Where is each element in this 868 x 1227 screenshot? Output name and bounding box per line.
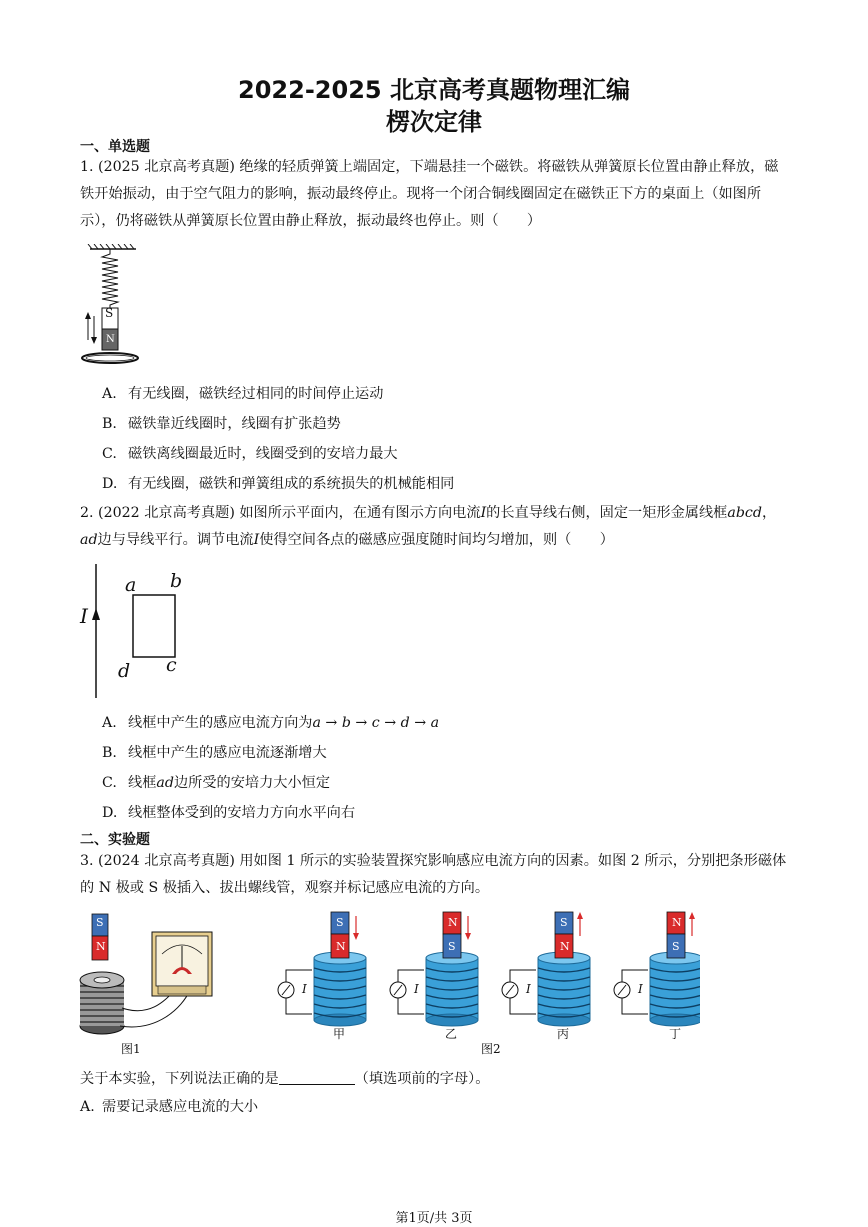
current-label: I: [414, 982, 419, 996]
page-title: 2022-2025 北京高考真题物理汇编: [238, 76, 630, 104]
question-1-text: 1. (2025 北京高考真题) 绝缘的轻质弹簧上端固定，下端悬挂一个磁铁。将磁铁从弹簧原长位置由静止释放，磁铁开始振动，由于空气阻力的影响，振动最终停止。现将一个闭合铜线圈固定在磁铁正下方的桌面上（如图所示），仍将磁铁从弹簧原长位置由静止释放，振动最终也停止。则（ ）: [80, 159, 779, 229]
q1-option-d: D. 有无线圈，磁铁和弹簧组成的系统损失的机械能相同: [102, 476, 455, 492]
wire-loop-figure: [76, 562, 206, 700]
coil-body: [538, 958, 590, 1020]
question-3-prompt: 关于本实验，下列说法正确的是 （填选项前的字母）。: [80, 1071, 490, 1087]
magnet-top-label: N: [672, 916, 682, 929]
spring: [102, 249, 118, 308]
page-subtitle: 楞次定律: [386, 108, 482, 136]
coils-figure: [270, 906, 700, 1038]
coil-caption: 甲: [333, 1027, 346, 1041]
label-a: a: [125, 574, 137, 596]
fig1-magnet-bottom-label: N: [96, 940, 106, 953]
label-c: c: [166, 654, 177, 676]
apparatus-figure: [72, 908, 220, 1040]
current-label: I: [526, 982, 531, 996]
section-single-choice: 一、单选题: [80, 139, 150, 155]
current-arrow-icon: [92, 608, 100, 620]
page-footer: 第1页/共 3页: [395, 1211, 473, 1226]
figure-1-label: 图1: [121, 1042, 141, 1056]
q1-option-b: B. 磁铁靠近线圈时，线圈有扩张趋势: [102, 416, 341, 432]
magnet-s-label: S: [105, 306, 114, 320]
q2-option-d: D. 线框整体受到的安培力方向水平向右: [102, 805, 356, 821]
q2-option-c: C. 线框ad边所受的安培力大小恒定: [102, 775, 331, 791]
label-i: I: [80, 604, 88, 628]
coil-body: [426, 958, 478, 1020]
magnet-top-label: S: [336, 916, 344, 929]
coil-body: [314, 958, 366, 1020]
magnet-bottom-label: S: [448, 940, 456, 953]
magnet-top-label: S: [560, 916, 568, 929]
label-d: d: [118, 660, 131, 682]
q3-option-a: A. 需要记录感应电流的大小: [80, 1099, 259, 1115]
answer-blank[interactable]: [279, 1070, 355, 1085]
current-label: I: [302, 982, 307, 996]
magnet-bottom-label: N: [560, 940, 570, 953]
magnet-bottom-label: N: [336, 940, 346, 953]
coil-caption: 丙: [557, 1027, 570, 1041]
q1-option-a: A. 有无线圈，磁铁经过相同的时间停止运动: [102, 386, 384, 402]
copper-coil: [82, 353, 138, 363]
q1-option-c: C. 磁铁离线圈最近时，线圈受到的安培力最大: [102, 446, 398, 462]
section-experiment: 二、实验题: [80, 832, 150, 848]
magnet-bottom-label: S: [672, 940, 680, 953]
coil-caption: 乙: [445, 1027, 458, 1041]
q2-option-a: A. 线框中产生的感应电流方向为a → b → c → d → a: [102, 715, 440, 731]
up-down-arrows-icon: [85, 312, 97, 344]
label-b: b: [170, 570, 183, 592]
fig1-magnet-top-label: S: [96, 916, 104, 929]
rect-loop: [133, 595, 175, 657]
magnet-n-label: N: [106, 334, 115, 345]
current-label: I: [638, 982, 643, 996]
magnet-top-label: N: [448, 916, 458, 929]
figure-2-label: 图2: [481, 1042, 501, 1056]
q2-option-b: B. 线框中产生的感应电流逐渐增大: [102, 745, 327, 761]
question-3-text: 3. (2024 北京高考真题) 用如图 1 所示的实验装置探究影响感应电流方向的因素。如图 2 所示，分别把条形磁体的 N 极或 S 极插入、拔出螺线管，观察并标记感应电流的方向。: [80, 853, 787, 896]
coil-caption: 丁: [669, 1027, 682, 1041]
question-2-text: 2. (2022 北京高考真题) 如图所示平面内，在通有图示方向电流I的长直导线右侧，固定一矩形金属线框abcd，ad边与导线平行。调节电流I使得空间各点的磁感应强度随时间均匀增加，则（ ）: [80, 505, 777, 548]
